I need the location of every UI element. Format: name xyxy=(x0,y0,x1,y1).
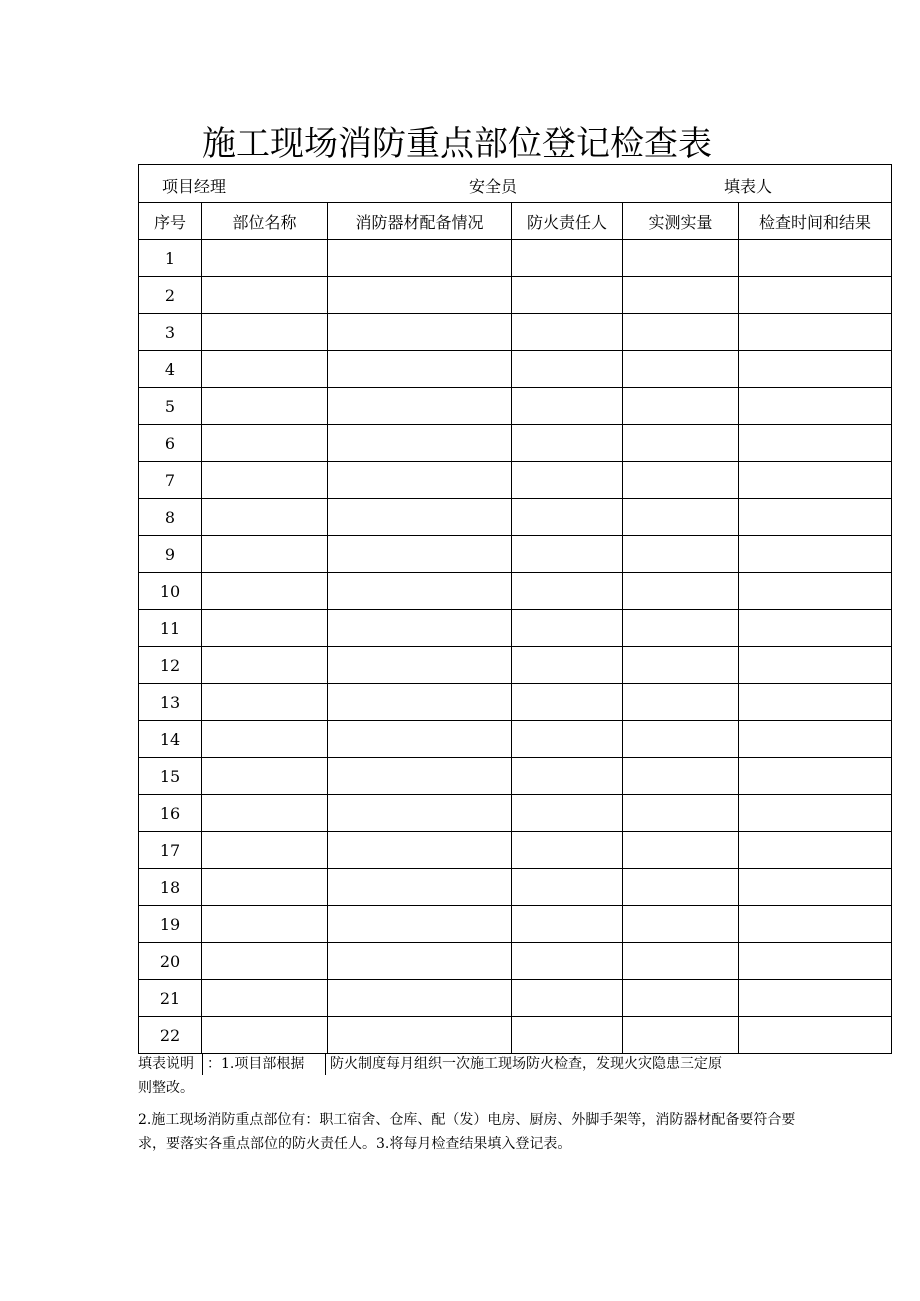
table-cell[interactable] xyxy=(328,277,512,314)
table-cell[interactable] xyxy=(512,610,623,647)
page-title: 施工现场消防重点部位登记检查表 xyxy=(202,124,712,164)
safety-officer-label: 安全员 xyxy=(469,177,518,196)
table-cell[interactable] xyxy=(512,536,623,573)
table-cell[interactable] xyxy=(512,499,623,536)
table-cell[interactable] xyxy=(328,795,512,832)
column-header: 防火责任人 xyxy=(512,203,623,240)
table-cell[interactable] xyxy=(202,499,328,536)
table-row xyxy=(139,388,892,425)
table-cell[interactable] xyxy=(739,1017,892,1054)
table-cell[interactable] xyxy=(202,684,328,721)
row-number: 14 xyxy=(139,721,202,758)
table-row xyxy=(139,536,892,573)
table-cell[interactable] xyxy=(328,721,512,758)
table-cell[interactable] xyxy=(328,573,512,610)
header-row xyxy=(139,203,892,240)
table-cell[interactable] xyxy=(623,388,739,425)
table-cell[interactable] xyxy=(623,721,739,758)
table-cell[interactable] xyxy=(328,499,512,536)
table-cell[interactable] xyxy=(328,610,512,647)
table-cell[interactable] xyxy=(512,462,623,499)
table-row xyxy=(139,832,892,869)
table-cell[interactable] xyxy=(623,573,739,610)
table-row xyxy=(139,610,892,647)
row-number: 22 xyxy=(139,1017,202,1054)
table-cell[interactable] xyxy=(202,462,328,499)
row-number: 5 xyxy=(139,388,202,425)
table-cell[interactable] xyxy=(202,388,328,425)
table-cell[interactable] xyxy=(328,684,512,721)
table-cell[interactable] xyxy=(739,869,892,906)
table-row xyxy=(139,758,892,795)
table-cell[interactable] xyxy=(328,240,512,277)
table-cell[interactable] xyxy=(739,684,892,721)
table-row xyxy=(139,869,892,906)
row-number: 1 xyxy=(139,240,202,277)
notes-line3: 2.施工现场消防重点部位有：职工宿舍、仓库、配（发）电房、厨房、外脚手架等，消防器材配备要符合要 xyxy=(138,1112,796,1128)
filler-label: 填表人 xyxy=(724,177,773,196)
notes-label: 填表说明 xyxy=(138,1056,194,1072)
table-row xyxy=(139,943,892,980)
row-number: 10 xyxy=(139,573,202,610)
table-cell[interactable] xyxy=(512,388,623,425)
notes-part1: ：1.项目部根据 xyxy=(202,1053,325,1075)
table-row xyxy=(139,1017,892,1054)
table-cell[interactable] xyxy=(512,795,623,832)
table-cell[interactable] xyxy=(623,425,739,462)
table-row xyxy=(139,277,892,314)
table-cell[interactable] xyxy=(202,832,328,869)
table-cell[interactable] xyxy=(739,536,892,573)
table-cell[interactable] xyxy=(739,277,892,314)
table-cell[interactable] xyxy=(623,499,739,536)
column-header: 检查时间和结果 xyxy=(739,203,892,240)
table-cell[interactable] xyxy=(512,980,623,1017)
table-cell[interactable] xyxy=(512,684,623,721)
table-cell[interactable] xyxy=(739,943,892,980)
table-cell[interactable] xyxy=(202,647,328,684)
table-row xyxy=(139,795,892,832)
table-cell[interactable] xyxy=(512,647,623,684)
table-cell[interactable] xyxy=(739,240,892,277)
table-cell[interactable] xyxy=(512,758,623,795)
table-cell[interactable] xyxy=(739,647,892,684)
table-cell[interactable] xyxy=(623,351,739,388)
notes-line2: 则整改。 xyxy=(138,1080,194,1096)
table-cell[interactable] xyxy=(739,462,892,499)
row-number: 15 xyxy=(139,758,202,795)
table-cell[interactable] xyxy=(328,832,512,869)
table-cell[interactable] xyxy=(512,573,623,610)
table-cell[interactable] xyxy=(739,351,892,388)
table-cell[interactable] xyxy=(739,573,892,610)
table-row xyxy=(139,314,892,351)
table-row xyxy=(139,240,892,277)
project-manager-label: 项目经理 xyxy=(162,177,227,196)
table-cell[interactable] xyxy=(512,425,623,462)
table-cell[interactable] xyxy=(739,314,892,351)
table-cell[interactable] xyxy=(328,906,512,943)
table-cell[interactable] xyxy=(202,758,328,795)
table-cell[interactable] xyxy=(623,943,739,980)
table-row xyxy=(139,980,892,1017)
table-cell[interactable] xyxy=(328,388,512,425)
table-cell[interactable] xyxy=(623,647,739,684)
row-number: 3 xyxy=(139,314,202,351)
table-cell[interactable] xyxy=(202,240,328,277)
row-number: 2 xyxy=(139,277,202,314)
meta-cell xyxy=(139,165,892,203)
table-cell[interactable] xyxy=(328,425,512,462)
table-cell[interactable] xyxy=(202,1017,328,1054)
table-cell[interactable] xyxy=(328,758,512,795)
row-number: 16 xyxy=(139,795,202,832)
table-cell[interactable] xyxy=(623,536,739,573)
table-row xyxy=(139,462,892,499)
table-cell[interactable] xyxy=(512,906,623,943)
table-cell[interactable] xyxy=(202,906,328,943)
table-cell[interactable] xyxy=(512,869,623,906)
row-number: 19 xyxy=(139,906,202,943)
table-row xyxy=(139,425,892,462)
table-cell[interactable] xyxy=(623,980,739,1017)
table-cell[interactable] xyxy=(739,388,892,425)
meta-row xyxy=(139,165,892,203)
table-cell[interactable] xyxy=(328,462,512,499)
table-cell[interactable] xyxy=(739,980,892,1017)
table-cell[interactable] xyxy=(512,314,623,351)
row-number: 17 xyxy=(139,832,202,869)
table-cell[interactable] xyxy=(512,943,623,980)
table-cell[interactable] xyxy=(202,721,328,758)
table-row xyxy=(139,647,892,684)
table-cell[interactable] xyxy=(512,832,623,869)
table-cell[interactable] xyxy=(623,906,739,943)
table-cell[interactable] xyxy=(623,240,739,277)
table-cell[interactable] xyxy=(623,314,739,351)
table-cell[interactable] xyxy=(328,351,512,388)
table-row xyxy=(139,573,892,610)
table-cell[interactable] xyxy=(202,795,328,832)
notes xyxy=(138,1052,898,1156)
table-cell[interactable] xyxy=(739,758,892,795)
table-cell[interactable] xyxy=(202,869,328,906)
table-cell[interactable] xyxy=(623,610,739,647)
column-header: 部位名称 xyxy=(202,203,328,240)
column-header: 消防器材配备情况 xyxy=(328,203,512,240)
table-cell[interactable] xyxy=(739,906,892,943)
table-cell[interactable] xyxy=(512,277,623,314)
table-cell[interactable] xyxy=(202,425,328,462)
table-cell[interactable] xyxy=(623,758,739,795)
table-row xyxy=(139,721,892,758)
table-cell[interactable] xyxy=(739,721,892,758)
table-cell[interactable] xyxy=(328,536,512,573)
row-number: 8 xyxy=(139,499,202,536)
table-cell[interactable] xyxy=(328,869,512,906)
table-cell[interactable] xyxy=(328,1017,512,1054)
row-number: 4 xyxy=(139,351,202,388)
table-cell[interactable] xyxy=(202,610,328,647)
table-cell[interactable] xyxy=(328,647,512,684)
table-cell[interactable] xyxy=(739,425,892,462)
table-cell[interactable] xyxy=(623,795,739,832)
row-number: 20 xyxy=(139,943,202,980)
row-number: 7 xyxy=(139,462,202,499)
table-cell[interactable] xyxy=(623,1017,739,1054)
row-number: 18 xyxy=(139,869,202,906)
notes-line4: 求，要落实各重点部位的防火责任人。3.将每月检查结果填入登记表。 xyxy=(138,1136,572,1152)
table-cell[interactable] xyxy=(739,795,892,832)
table-row xyxy=(139,906,892,943)
table-cell[interactable] xyxy=(623,462,739,499)
table-cell[interactable] xyxy=(328,314,512,351)
table-cell[interactable] xyxy=(623,869,739,906)
column-header: 序号 xyxy=(139,203,202,240)
table-cell[interactable] xyxy=(739,610,892,647)
table-cell[interactable] xyxy=(512,1017,623,1054)
row-number: 9 xyxy=(139,536,202,573)
table-cell[interactable] xyxy=(739,499,892,536)
table-row xyxy=(139,499,892,536)
table-cell[interactable] xyxy=(202,536,328,573)
column-header: 实测实量 xyxy=(623,203,739,240)
table-cell[interactable] xyxy=(202,573,328,610)
table-cell[interactable] xyxy=(328,980,512,1017)
table-cell[interactable] xyxy=(328,943,512,980)
table-cell[interactable] xyxy=(202,980,328,1017)
table-cell[interactable] xyxy=(512,351,623,388)
table-cell[interactable] xyxy=(202,351,328,388)
table-cell[interactable] xyxy=(623,277,739,314)
table-cell[interactable] xyxy=(623,684,739,721)
table-row xyxy=(139,351,892,388)
table-cell[interactable] xyxy=(512,721,623,758)
table-row xyxy=(139,684,892,721)
row-number: 13 xyxy=(139,684,202,721)
table-cell[interactable] xyxy=(202,943,328,980)
notes-part2: 防火制度每月组织一次施工现场防火检查，发现火灾隐患三定原 xyxy=(325,1053,722,1075)
table-cell[interactable] xyxy=(202,314,328,351)
table-cell[interactable] xyxy=(512,240,623,277)
inspection-table xyxy=(138,164,892,1054)
row-number: 6 xyxy=(139,425,202,462)
row-number: 12 xyxy=(139,647,202,684)
table-cell[interactable] xyxy=(202,277,328,314)
row-number: 11 xyxy=(139,610,202,647)
table-cell[interactable] xyxy=(623,832,739,869)
table-cell[interactable] xyxy=(739,832,892,869)
row-number: 21 xyxy=(139,980,202,1017)
